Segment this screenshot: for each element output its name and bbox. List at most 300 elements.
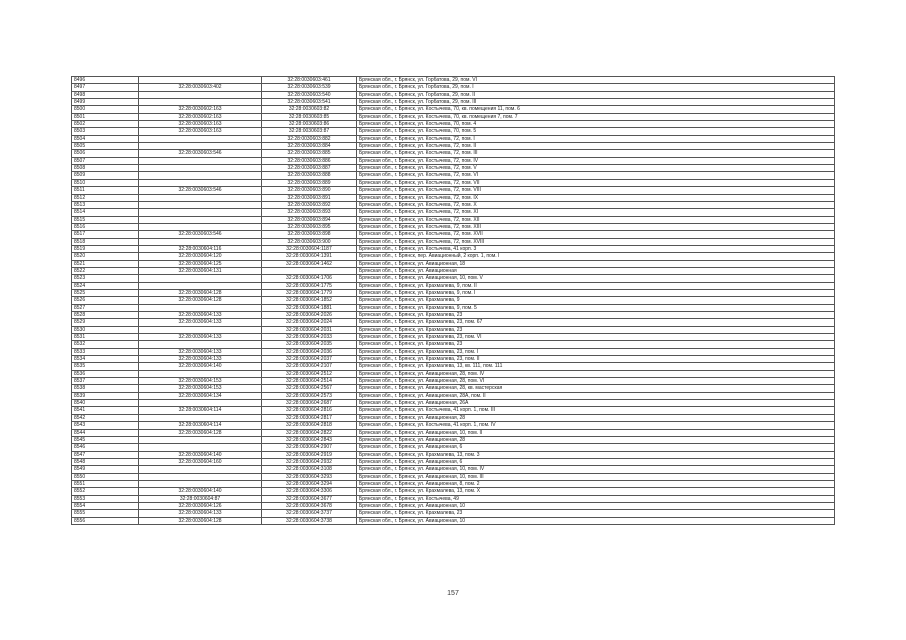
address-cell: Брянская обл., г. Брянск, ул. Костычева, 72, пом. V: [357, 165, 835, 172]
cadastral-number-cell: 32:28:0030603:884: [262, 143, 357, 150]
table-row: [72, 400, 835, 407]
address-cell: Брянская обл., г. Брянск, пер. Авиационный, 2 корп. 1, пом. I: [357, 253, 835, 260]
cadastral-number-cell: 32:28:0030603:888: [262, 172, 357, 179]
table-row: [72, 495, 835, 502]
address-cell: Брянская обл., г. Брянск, ул. Авиационная, 10, пом. IV: [357, 466, 835, 473]
previous-cadastral-number-cell: [139, 473, 262, 480]
previous-cadastral-number-cell: 32:28:0030604:126: [139, 502, 262, 509]
address-cell: Брянская обл., г. Брянск, ул. Крахмалева, 23, пом. 67: [357, 319, 835, 326]
row-number-cell: 8535: [72, 363, 139, 370]
table-row: [72, 458, 835, 465]
table-row: [72, 289, 835, 296]
table-row: [72, 392, 835, 399]
table-row: [72, 143, 835, 150]
previous-cadastral-number-cell: 32:28:0030604:160: [139, 458, 262, 465]
previous-cadastral-number-cell: 32:28:0030603:546: [139, 231, 262, 238]
cadastral-number-cell: 32:28:0030604:2919: [262, 451, 357, 458]
cadastral-number-cell: 32:28:0030604:1706: [262, 275, 357, 282]
register-table-body: [72, 77, 835, 525]
address-cell: Брянская обл., г. Брянск, ул. Крахмалева, 9, пом. 5: [357, 304, 835, 311]
table-row: [72, 194, 835, 201]
row-number-cell: 8536: [72, 370, 139, 377]
table-row: [72, 106, 835, 113]
previous-cadastral-number-cell: 32:28:0030604:140: [139, 488, 262, 495]
previous-cadastral-number-cell: 32:28:0030604:133: [139, 319, 262, 326]
table-row: [72, 157, 835, 164]
address-cell: Брянская обл., г. Брянск, ул. Авиационная, 6: [357, 458, 835, 465]
table-row: [72, 517, 835, 524]
address-cell: Брянская обл., г. Брянск, ул. Крахмалева, 13, пом. 3: [357, 451, 835, 458]
table-row: [72, 223, 835, 230]
table-row: [72, 444, 835, 451]
address-cell: Брянская обл., г. Брянск, ул. Крахмалева, 23, пом. I: [357, 348, 835, 355]
row-number-cell: 8497: [72, 84, 139, 91]
table-row: [72, 502, 835, 509]
cadastral-number-cell: 32:28:0030603:539: [262, 84, 357, 91]
table-row: [72, 172, 835, 179]
previous-cadastral-number-cell: [139, 275, 262, 282]
address-cell: Брянская обл., г. Брянск, ул. Авиационная, 28: [357, 436, 835, 443]
previous-cadastral-number-cell: 32:28:0030604:128: [139, 289, 262, 296]
cadastral-number-cell: 32:28:0030604:2822: [262, 429, 357, 436]
address-cell: Брянская обл., г. Брянск, ул. Авиационная, 28, пом. IV: [357, 370, 835, 377]
table-row: [72, 84, 835, 91]
row-number-cell: 8526: [72, 297, 139, 304]
cadastral-number-cell: 32:28:0030604:2037: [262, 356, 357, 363]
table-row: [72, 370, 835, 377]
previous-cadastral-number-cell: 32:28:0030604:128: [139, 517, 262, 524]
table-row: [72, 385, 835, 392]
previous-cadastral-number-cell: 32:28:0030604:153: [139, 378, 262, 385]
cadastral-number-cell: 32:28:0030604:2573: [262, 392, 357, 399]
cadastral-number-cell: 32:28:0030604:2024: [262, 319, 357, 326]
table-row: [72, 414, 835, 421]
address-cell: Брянская обл., г. Брянск, ул. Авиационная, 8, пом. 2: [357, 480, 835, 487]
cadastral-number-cell: 32:28:0030603:85: [262, 113, 357, 120]
table-row: [72, 113, 835, 120]
previous-cadastral-number-cell: 32:28:0030604:120: [139, 253, 262, 260]
cadastral-number-cell: 32:28:0030604:3738: [262, 517, 357, 524]
row-number-cell: 8530: [72, 326, 139, 333]
previous-cadastral-number-cell: 32:28:0030604:114: [139, 422, 262, 429]
previous-cadastral-number-cell: 32:28:0030604:131: [139, 267, 262, 274]
row-number-cell: 8498: [72, 91, 139, 98]
cadastral-number-cell: 32:28:0030604:2514: [262, 378, 357, 385]
row-number-cell: 8550: [72, 473, 139, 480]
previous-cadastral-number-cell: [139, 436, 262, 443]
table-row: [72, 429, 835, 436]
table-row: [72, 77, 835, 84]
cadastral-number-cell: 32:28:0030603:86: [262, 121, 357, 128]
address-cell: Брянская обл., г. Брянск, ул. Костычева, 72, пом. IV: [357, 157, 835, 164]
address-cell: Брянская обл., г. Брянск, ул. Авиационная, 6: [357, 444, 835, 451]
row-number-cell: 8525: [72, 289, 139, 296]
cadastral-number-cell: 32:28:0030603:892: [262, 201, 357, 208]
row-number-cell: 8540: [72, 400, 139, 407]
cadastral-number-cell: 32:28:0030604:1462: [262, 260, 357, 267]
table-row: [72, 135, 835, 142]
register-table: [71, 76, 835, 525]
table-row: [72, 407, 835, 414]
cadastral-number-cell: 32:28:0030604:2843: [262, 436, 357, 443]
previous-cadastral-number-cell: 32:28:0030603:163: [139, 121, 262, 128]
cadastral-number-cell: 32:28:0030603:893: [262, 209, 357, 216]
cadastral-number-cell: [262, 267, 357, 274]
address-cell: Брянская обл., г. Брянск, ул. Крахмалева, 13, пом. X: [357, 488, 835, 495]
previous-cadastral-number-cell: [139, 400, 262, 407]
address-cell: Брянская обл., г. Брянск, ул. Крахмалева, 9, пом. I: [357, 289, 835, 296]
table-row: [72, 267, 835, 274]
table-row: [72, 99, 835, 106]
row-number-cell: 8512: [72, 194, 139, 201]
table-row: [72, 150, 835, 157]
row-number-cell: 8502: [72, 121, 139, 128]
table-row: [72, 216, 835, 223]
previous-cadastral-number-cell: [139, 326, 262, 333]
address-cell: Брянская обл., г. Брянск, ул. Крахмалева, 23: [357, 510, 835, 517]
cadastral-number-cell: 32:28:0030603:887: [262, 165, 357, 172]
previous-cadastral-number-cell: [139, 480, 262, 487]
previous-cadastral-number-cell: [139, 201, 262, 208]
row-number-cell: 8541: [72, 407, 139, 414]
cadastral-number-cell: 32:28:0030604:2932: [262, 458, 357, 465]
table-row: [72, 466, 835, 473]
address-cell: Брянская обл., г. Брянск, ул. Костычева, 41 корп. 3: [357, 245, 835, 252]
cadastral-number-cell: 32:28:0030603:885: [262, 150, 357, 157]
previous-cadastral-number-cell: [139, 172, 262, 179]
previous-cadastral-number-cell: [139, 341, 262, 348]
previous-cadastral-number-cell: 32:28:0030604:133: [139, 312, 262, 319]
cadastral-number-cell: 32:28:0030604:2031: [262, 326, 357, 333]
cadastral-number-cell: 32:28:0030604:2567: [262, 385, 357, 392]
table-row: [72, 260, 835, 267]
previous-cadastral-number-cell: [139, 91, 262, 98]
cadastral-number-cell: 32:28:0030603:541: [262, 99, 357, 106]
row-number-cell: 8520: [72, 253, 139, 260]
address-cell: Брянская обл., г. Брянск, ул. Костычева, 70, пом. 4: [357, 121, 835, 128]
previous-cadastral-number-cell: 32:28:0030604:128: [139, 297, 262, 304]
row-number-cell: 8539: [72, 392, 139, 399]
address-cell: Брянская обл., г. Брянск, ул. Авиационная, 28, пом. VI: [357, 378, 835, 385]
cadastral-number-cell: 32:28:0030603:900: [262, 238, 357, 245]
cadastral-number-cell: 32:28:0030604:3108: [262, 466, 357, 473]
table-row: [72, 121, 835, 128]
previous-cadastral-number-cell: 32:28:0030604:153: [139, 385, 262, 392]
cadastral-number-cell: 32:28:0030604:2907: [262, 444, 357, 451]
address-cell: Брянская обл., г. Брянск, ул. Горбатова, 29, пом. II: [357, 91, 835, 98]
row-number-cell: 8545: [72, 436, 139, 443]
previous-cadastral-number-cell: 32:28:0030604:140: [139, 451, 262, 458]
address-cell: Брянская обл., г. Брянск, ул. Горбатова, 29, пом. VI: [357, 77, 835, 84]
previous-cadastral-number-cell: [139, 466, 262, 473]
row-number-cell: 8554: [72, 502, 139, 509]
row-number-cell: 8504: [72, 135, 139, 142]
row-number-cell: 8537: [72, 378, 139, 385]
table-row: [72, 187, 835, 194]
row-number-cell: 8544: [72, 429, 139, 436]
address-cell: Брянская обл., г. Брянск, ул. Костычева, 72, пом. VI: [357, 172, 835, 179]
cadastral-number-cell: 32:28:0030604:1187: [262, 245, 357, 252]
table-row: [72, 282, 835, 289]
row-number-cell: 8509: [72, 172, 139, 179]
table-row: [72, 201, 835, 208]
address-cell: Брянская обл., г. Брянск, ул. Крахмалева, 23: [357, 341, 835, 348]
previous-cadastral-number-cell: 32:28:0030604:128: [139, 429, 262, 436]
cadastral-number-cell: 32:28:0030603:82: [262, 106, 357, 113]
address-cell: Брянская обл., г. Брянск, ул. Костычева, 72, пом. XII: [357, 216, 835, 223]
row-number-cell: 8507: [72, 157, 139, 164]
row-number-cell: 8529: [72, 319, 139, 326]
cadastral-number-cell: 32:28:0030604:1775: [262, 282, 357, 289]
previous-cadastral-number-cell: 32:28:0030603:163: [139, 128, 262, 135]
address-cell: Брянская обл., г. Брянск, ул. Костычева, 70, кв. помещения 7, пом. 7: [357, 113, 835, 120]
row-number-cell: 8543: [72, 422, 139, 429]
previous-cadastral-number-cell: [139, 194, 262, 201]
address-cell: Брянская обл., г. Брянск, ул. Крахмалева, 23: [357, 312, 835, 319]
table-row: [72, 363, 835, 370]
previous-cadastral-number-cell: 32:28:0030603:546: [139, 150, 262, 157]
address-cell: Брянская обл., г. Брянск, ул. Костычева, 72, пом. I: [357, 135, 835, 142]
row-number-cell: 8532: [72, 341, 139, 348]
address-cell: Брянская обл., г. Брянск, ул. Костычева, 72, пом. IX: [357, 194, 835, 201]
previous-cadastral-number-cell: [139, 143, 262, 150]
address-cell: Брянская обл., г. Брянск, ул. Авиационная, 28, кв. мастерская: [357, 385, 835, 392]
row-number-cell: 8508: [72, 165, 139, 172]
row-number-cell: 8556: [72, 517, 139, 524]
address-cell: Брянская обл., г. Брянск, ул. Костычева, 49: [357, 495, 835, 502]
row-number-cell: 8519: [72, 245, 139, 252]
cadastral-number-cell: 32:28:0030604:3294: [262, 480, 357, 487]
cadastral-number-cell: 32:28:0030603:882: [262, 135, 357, 142]
cadastral-number-cell: 32:28:0030604:2033: [262, 334, 357, 341]
table-row: [72, 209, 835, 216]
cadastral-number-cell: 32:28:0030604:2036: [262, 348, 357, 355]
previous-cadastral-number-cell: 32:28:0030604:87: [139, 495, 262, 502]
row-number-cell: 8547: [72, 451, 139, 458]
row-number-cell: 8503: [72, 128, 139, 135]
previous-cadastral-number-cell: [139, 216, 262, 223]
cadastral-number-cell: 32:28:0030604:2035: [262, 341, 357, 348]
table-row: [72, 319, 835, 326]
cadastral-number-cell: 32:28:0030603:894: [262, 216, 357, 223]
table-row: [72, 128, 835, 135]
address-cell: Брянская обл., г. Брянск, ул. Костычева, 72, пом. VIII: [357, 187, 835, 194]
row-number-cell: 8552: [72, 488, 139, 495]
table-row: [72, 348, 835, 355]
cadastral-number-cell: 32:28:0030604:3737: [262, 510, 357, 517]
previous-cadastral-number-cell: [139, 304, 262, 311]
previous-cadastral-number-cell: 32:28:0030604:134: [139, 392, 262, 399]
row-number-cell: 8553: [72, 495, 139, 502]
table-row: [72, 297, 835, 304]
cadastral-number-cell: 32:28:0030604:2817: [262, 414, 357, 421]
previous-cadastral-number-cell: [139, 444, 262, 451]
previous-cadastral-number-cell: 32:28:0030602:163: [139, 113, 262, 120]
cadastral-number-cell: 32:28:0030604:2687: [262, 400, 357, 407]
row-number-cell: 8523: [72, 275, 139, 282]
table-row: [72, 231, 835, 238]
address-cell: Брянская обл., г. Брянск, ул. Костычева, 72, пом. XVIII: [357, 238, 835, 245]
table-row: [72, 304, 835, 311]
table-row: [72, 91, 835, 98]
table-row: [72, 165, 835, 172]
previous-cadastral-number-cell: [139, 157, 262, 164]
table-row: [72, 341, 835, 348]
cadastral-number-cell: 32:28:0030603:540: [262, 91, 357, 98]
address-cell: Брянская обл., г. Брянск, ул. Крахмалева, 9: [357, 297, 835, 304]
table-row: [72, 436, 835, 443]
row-number-cell: 8533: [72, 348, 139, 355]
previous-cadastral-number-cell: 32:28:0030603:402: [139, 84, 262, 91]
row-number-cell: 8510: [72, 179, 139, 186]
previous-cadastral-number-cell: [139, 99, 262, 106]
previous-cadastral-number-cell: 32:28:0030604:133: [139, 348, 262, 355]
previous-cadastral-number-cell: 32:28:0030604:140: [139, 363, 262, 370]
address-cell: Брянская обл., г. Брянск, ул. Горбатова, 29, пом. III: [357, 99, 835, 106]
previous-cadastral-number-cell: [139, 77, 262, 84]
address-cell: Брянская обл., г. Брянск, ул. Авиационная, 28: [357, 414, 835, 421]
table-row: [72, 378, 835, 385]
table-row: [72, 480, 835, 487]
address-cell: Брянская обл., г. Брянск, ул. Костычева, 72, пом. X: [357, 201, 835, 208]
cadastral-number-cell: 32:28:0030604:3677: [262, 495, 357, 502]
row-number-cell: 8496: [72, 77, 139, 84]
address-cell: Брянская обл., г. Брянск, ул. Костычева, 70, кв. помещения 11, пом. 6: [357, 106, 835, 113]
table-row: [72, 473, 835, 480]
address-cell: Брянская обл., г. Брянск, ул. Авиационная, 10, пом. II: [357, 429, 835, 436]
address-cell: Брянская обл., г. Брянск, ул. Костычева, 72, пом. VII: [357, 179, 835, 186]
cadastral-number-cell: 32:28:0030603:890: [262, 187, 357, 194]
row-number-cell: 8518: [72, 238, 139, 245]
table-row: [72, 275, 835, 282]
address-cell: Брянская обл., г. Брянск, ул. Авиационная, 26А: [357, 400, 835, 407]
row-number-cell: 8499: [72, 99, 139, 106]
table-row: [72, 356, 835, 363]
table-row: [72, 422, 835, 429]
address-cell: Брянская обл., г. Брянск, ул. Авиационная, 10: [357, 517, 835, 524]
previous-cadastral-number-cell: [139, 209, 262, 216]
row-number-cell: 8515: [72, 216, 139, 223]
address-cell: Брянская обл., г. Брянск, ул. Крахмалева, 23, пом. II: [357, 356, 835, 363]
previous-cadastral-number-cell: 32:28:0030604:133: [139, 356, 262, 363]
row-number-cell: 8555: [72, 510, 139, 517]
row-number-cell: 8549: [72, 466, 139, 473]
previous-cadastral-number-cell: [139, 165, 262, 172]
previous-cadastral-number-cell: 32:28:0030602:163: [139, 106, 262, 113]
table-row: [72, 179, 835, 186]
previous-cadastral-number-cell: 32:28:0030604:133: [139, 510, 262, 517]
table-row: [72, 238, 835, 245]
row-number-cell: 8551: [72, 480, 139, 487]
page-number: 157: [447, 590, 459, 597]
row-number-cell: 8548: [72, 458, 139, 465]
cadastral-number-cell: 32:28:0030604:2107: [262, 363, 357, 370]
previous-cadastral-number-cell: 32:28:0030604:125: [139, 260, 262, 267]
cadastral-number-cell: 32:28:0030603:886: [262, 157, 357, 164]
address-cell: Брянская обл., г. Брянск, ул. Костычева, 72, пом. II: [357, 143, 835, 150]
table-row: [72, 334, 835, 341]
row-number-cell: 8542: [72, 414, 139, 421]
table-row: [72, 326, 835, 333]
cadastral-number-cell: 32:28:0030604:3306: [262, 488, 357, 495]
row-number-cell: 8511: [72, 187, 139, 194]
cadastral-number-cell: 32:28:0030603:895: [262, 223, 357, 230]
table-row: [72, 510, 835, 517]
table-row: [72, 245, 835, 252]
cadastral-number-cell: 32:28:0030604:2816: [262, 407, 357, 414]
address-cell: Брянская обл., г. Брянск, ул. Костычева, 72, пом. XIII: [357, 223, 835, 230]
row-number-cell: 8531: [72, 334, 139, 341]
previous-cadastral-number-cell: [139, 223, 262, 230]
row-number-cell: 8513: [72, 201, 139, 208]
previous-cadastral-number-cell: 32:28:0030604:114: [139, 407, 262, 414]
address-cell: Брянская обл., г. Брянск, ул. Авиационная, 10: [357, 502, 835, 509]
row-number-cell: 8521: [72, 260, 139, 267]
address-cell: Брянская обл., г. Брянск, ул. Авиационная, 10, пом. V: [357, 275, 835, 282]
address-cell: Брянская обл., г. Брянск, ул. Горбатова, 29, пом. I: [357, 84, 835, 91]
cadastral-number-cell: 32:28:0030603:891: [262, 194, 357, 201]
previous-cadastral-number-cell: [139, 414, 262, 421]
cadastral-number-cell: 32:28:0030603:87: [262, 128, 357, 135]
previous-cadastral-number-cell: [139, 238, 262, 245]
row-number-cell: 8505: [72, 143, 139, 150]
cadastral-number-cell: 32:28:0030604:3678: [262, 502, 357, 509]
row-number-cell: 8534: [72, 356, 139, 363]
cadastral-number-cell: 32:28:0030603:461: [262, 77, 357, 84]
table-row: [72, 488, 835, 495]
cadastral-number-cell: 32:28:0030603:898: [262, 231, 357, 238]
cadastral-number-cell: 32:28:0030604:2026: [262, 312, 357, 319]
previous-cadastral-number-cell: 32:28:0030604:133: [139, 334, 262, 341]
row-number-cell: 8514: [72, 209, 139, 216]
table-row: [72, 451, 835, 458]
address-cell: Брянская обл., г. Брянск, ул. Авиационная: [357, 267, 835, 274]
row-number-cell: 8528: [72, 312, 139, 319]
address-cell: Брянская обл., г. Брянск, ул. Костычева, 41 корп. 1, пом. IV: [357, 422, 835, 429]
row-number-cell: 8522: [72, 267, 139, 274]
row-number-cell: 8517: [72, 231, 139, 238]
address-cell: Брянская обл., г. Брянск, ул. Крахмалева, 23: [357, 326, 835, 333]
table-row: [72, 253, 835, 260]
previous-cadastral-number-cell: [139, 135, 262, 142]
previous-cadastral-number-cell: [139, 179, 262, 186]
previous-cadastral-number-cell: [139, 282, 262, 289]
row-number-cell: 8546: [72, 444, 139, 451]
row-number-cell: 8506: [72, 150, 139, 157]
row-number-cell: 8527: [72, 304, 139, 311]
address-cell: Брянская обл., г. Брянск, ул. Крахмалева, 23, пом. VI: [357, 334, 835, 341]
cadastral-number-cell: 32:28:0030604:1881: [262, 304, 357, 311]
previous-cadastral-number-cell: 32:28:0030603:546: [139, 187, 262, 194]
cadastral-number-cell: 32:28:0030603:889: [262, 179, 357, 186]
cadastral-number-cell: 32:28:0030604:1391: [262, 253, 357, 260]
address-cell: Брянская обл., г. Брянск, ул. Крахмалева, 9, пом. II: [357, 282, 835, 289]
cadastral-number-cell: 32:28:0030604:3293: [262, 473, 357, 480]
cadastral-number-cell: 32:28:0030604:2818: [262, 422, 357, 429]
address-cell: Брянская обл., г. Брянск, ул. Авиационная, 28А, пом. II: [357, 392, 835, 399]
cadastral-number-cell: 32:28:0030604:2512: [262, 370, 357, 377]
cadastral-number-cell: 32:28:0030604:1852: [262, 297, 357, 304]
row-number-cell: 8516: [72, 223, 139, 230]
address-cell: Брянская обл., г. Брянск, ул. Костычева, 72, пом. XI: [357, 209, 835, 216]
address-cell: Брянская обл., г. Брянск, ул. Авиационная, 10, пом. III: [357, 473, 835, 480]
address-cell: Брянская обл., г. Брянск, ул. Крахмалева, 13, кв. 111, пом. 111: [357, 363, 835, 370]
address-cell: Брянская обл., г. Брянск, ул. Костычева, 72, пом. XVII: [357, 231, 835, 238]
address-cell: Брянская обл., г. Брянск, ул. Костычева, 70, пом. 5: [357, 128, 835, 135]
address-cell: Брянская обл., г. Брянск, ул. Авиационная, 18: [357, 260, 835, 267]
address-cell: Брянская обл., г. Брянск, ул. Костычева, 72, пом. III: [357, 150, 835, 157]
table-row: [72, 312, 835, 319]
